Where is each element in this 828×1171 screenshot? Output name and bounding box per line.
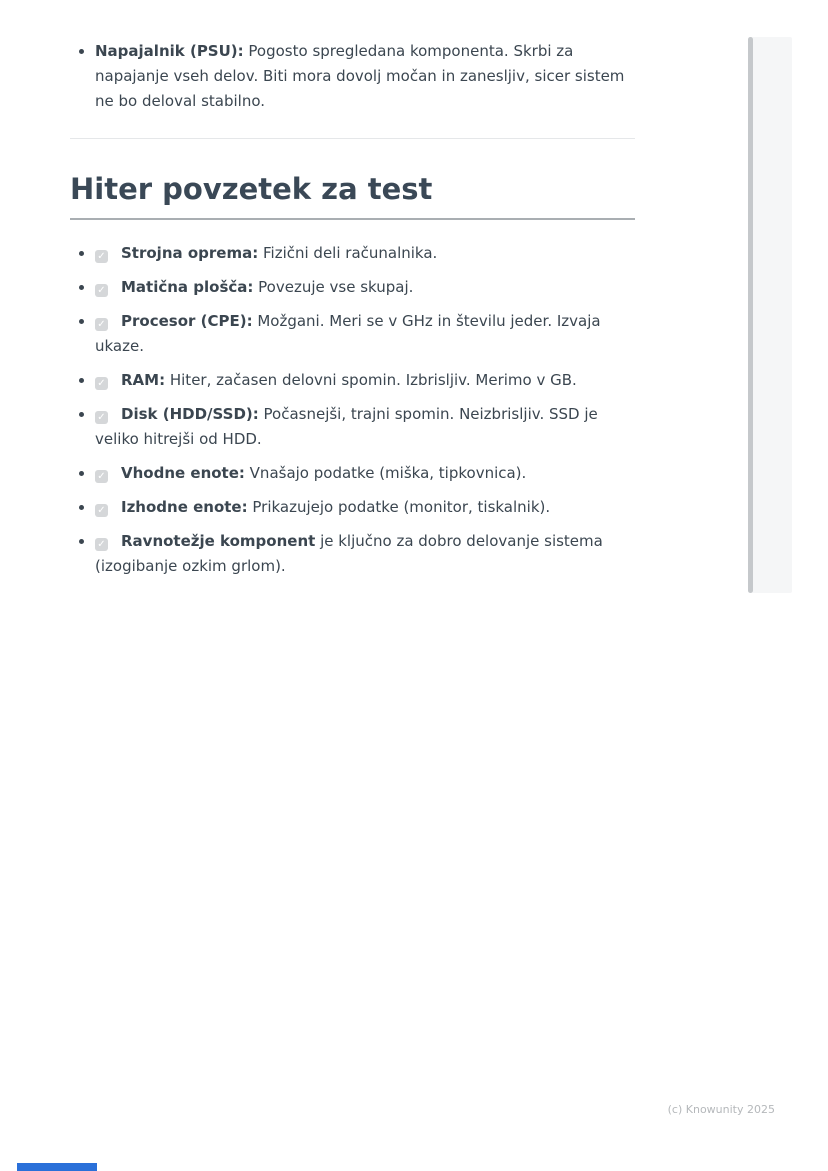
copyright-footer: (c) Knowunity 2025 [667, 1103, 775, 1116]
checklist-item-bold-label: Disk (HDD/SSD): [121, 405, 259, 423]
list-item [95, 39, 635, 114]
checkbox-icon[interactable] [95, 250, 108, 263]
bullet-icon [79, 505, 84, 510]
scrollbar-thumb[interactable] [748, 37, 753, 593]
checklist-item [95, 461, 635, 486]
checklist-item-text: Vnašajo podatke (miška, tipkovnica). [244, 464, 527, 482]
checkmark-icon: ✓ [97, 378, 106, 389]
bullet-icon [79, 49, 84, 54]
heading-underline [70, 218, 635, 220]
checkmark-icon: ✓ [97, 251, 106, 262]
page-title: Hiter povzetek za test [70, 172, 433, 206]
scrollbar-track[interactable] [748, 37, 792, 593]
bullet-icon [79, 319, 84, 324]
checkbox-icon[interactable] [95, 411, 108, 424]
bullet-icon [79, 251, 84, 256]
checklist-item [95, 402, 635, 452]
checkbox-icon[interactable] [95, 377, 108, 390]
checklist-item [95, 529, 635, 579]
checklist-item-bold-label: Ravnotežje komponent [121, 532, 316, 550]
list-item-text: Pogosto spregledana komponenta. Skrbi za napajanje vseh delov. Biti mora dovolj močan in zanesljiv, sicer sistem ne bo deloval stabilno. [95, 42, 625, 110]
bullet-icon [79, 285, 84, 290]
checkmark-icon: ✓ [97, 285, 106, 296]
checkbox-icon[interactable] [95, 470, 108, 483]
checklist-item-bold-label: Matična plošča: [121, 278, 254, 296]
checklist-item-text: je ključno za dobro delovanje sistema (izogibanje ozkim grlom). [95, 532, 603, 575]
checklist-item-text: Fizični deli računalnika. [258, 244, 438, 262]
checklist-item-text: Hiter, začasen delovni spomin. Izbrisljiv. Merimo v GB. [165, 371, 577, 389]
intro-list [70, 39, 635, 114]
checkbox-icon[interactable] [95, 504, 108, 517]
checklist-item-bold-label: Vhodne enote: [121, 464, 245, 482]
list-item-bold-label: Napajalnik (PSU): [95, 42, 244, 60]
checklist-item [95, 275, 635, 300]
summary-checklist [70, 241, 635, 579]
bullet-icon [79, 471, 84, 476]
checklist-item-text: Prikazujejo podatke (monitor, tiskalnik). [247, 498, 551, 516]
checkmark-icon: ✓ [97, 505, 106, 516]
checklist-item-text: Možgani. Meri se v GHz in številu jeder. Izvaja ukaze. [95, 312, 601, 355]
checkbox-icon[interactable] [95, 284, 108, 297]
checkbox-icon[interactable] [95, 538, 108, 551]
document-content [70, 0, 635, 588]
checklist-item-bold-label: Izhodne enote: [121, 498, 248, 516]
checklist-item [95, 309, 635, 359]
bullet-icon [79, 412, 84, 417]
section-divider [70, 138, 635, 139]
checklist-item [95, 368, 635, 393]
checkbox-icon[interactable] [95, 318, 108, 331]
checklist-item-text: Povezuje vse skupaj. [253, 278, 414, 296]
bottom-accent-bar [17, 1163, 97, 1171]
checklist-item-bold-label: RAM: [121, 371, 166, 389]
checkmark-icon: ✓ [97, 539, 106, 550]
checklist-item [95, 495, 635, 520]
checklist-item-text: Počasnejši, trajni spomin. Neizbrisljiv. SSD je veliko hitrejši od HDD. [95, 405, 598, 448]
checkmark-icon: ✓ [97, 471, 106, 482]
bullet-icon [79, 378, 84, 383]
checklist-item [95, 241, 635, 266]
checkmark-icon: ✓ [97, 412, 106, 423]
checkmark-icon: ✓ [97, 319, 106, 330]
checklist-item-bold-label: Strojna oprema: [121, 244, 259, 262]
bullet-icon [79, 539, 84, 544]
checklist-item-bold-label: Procesor (CPE): [121, 312, 253, 330]
